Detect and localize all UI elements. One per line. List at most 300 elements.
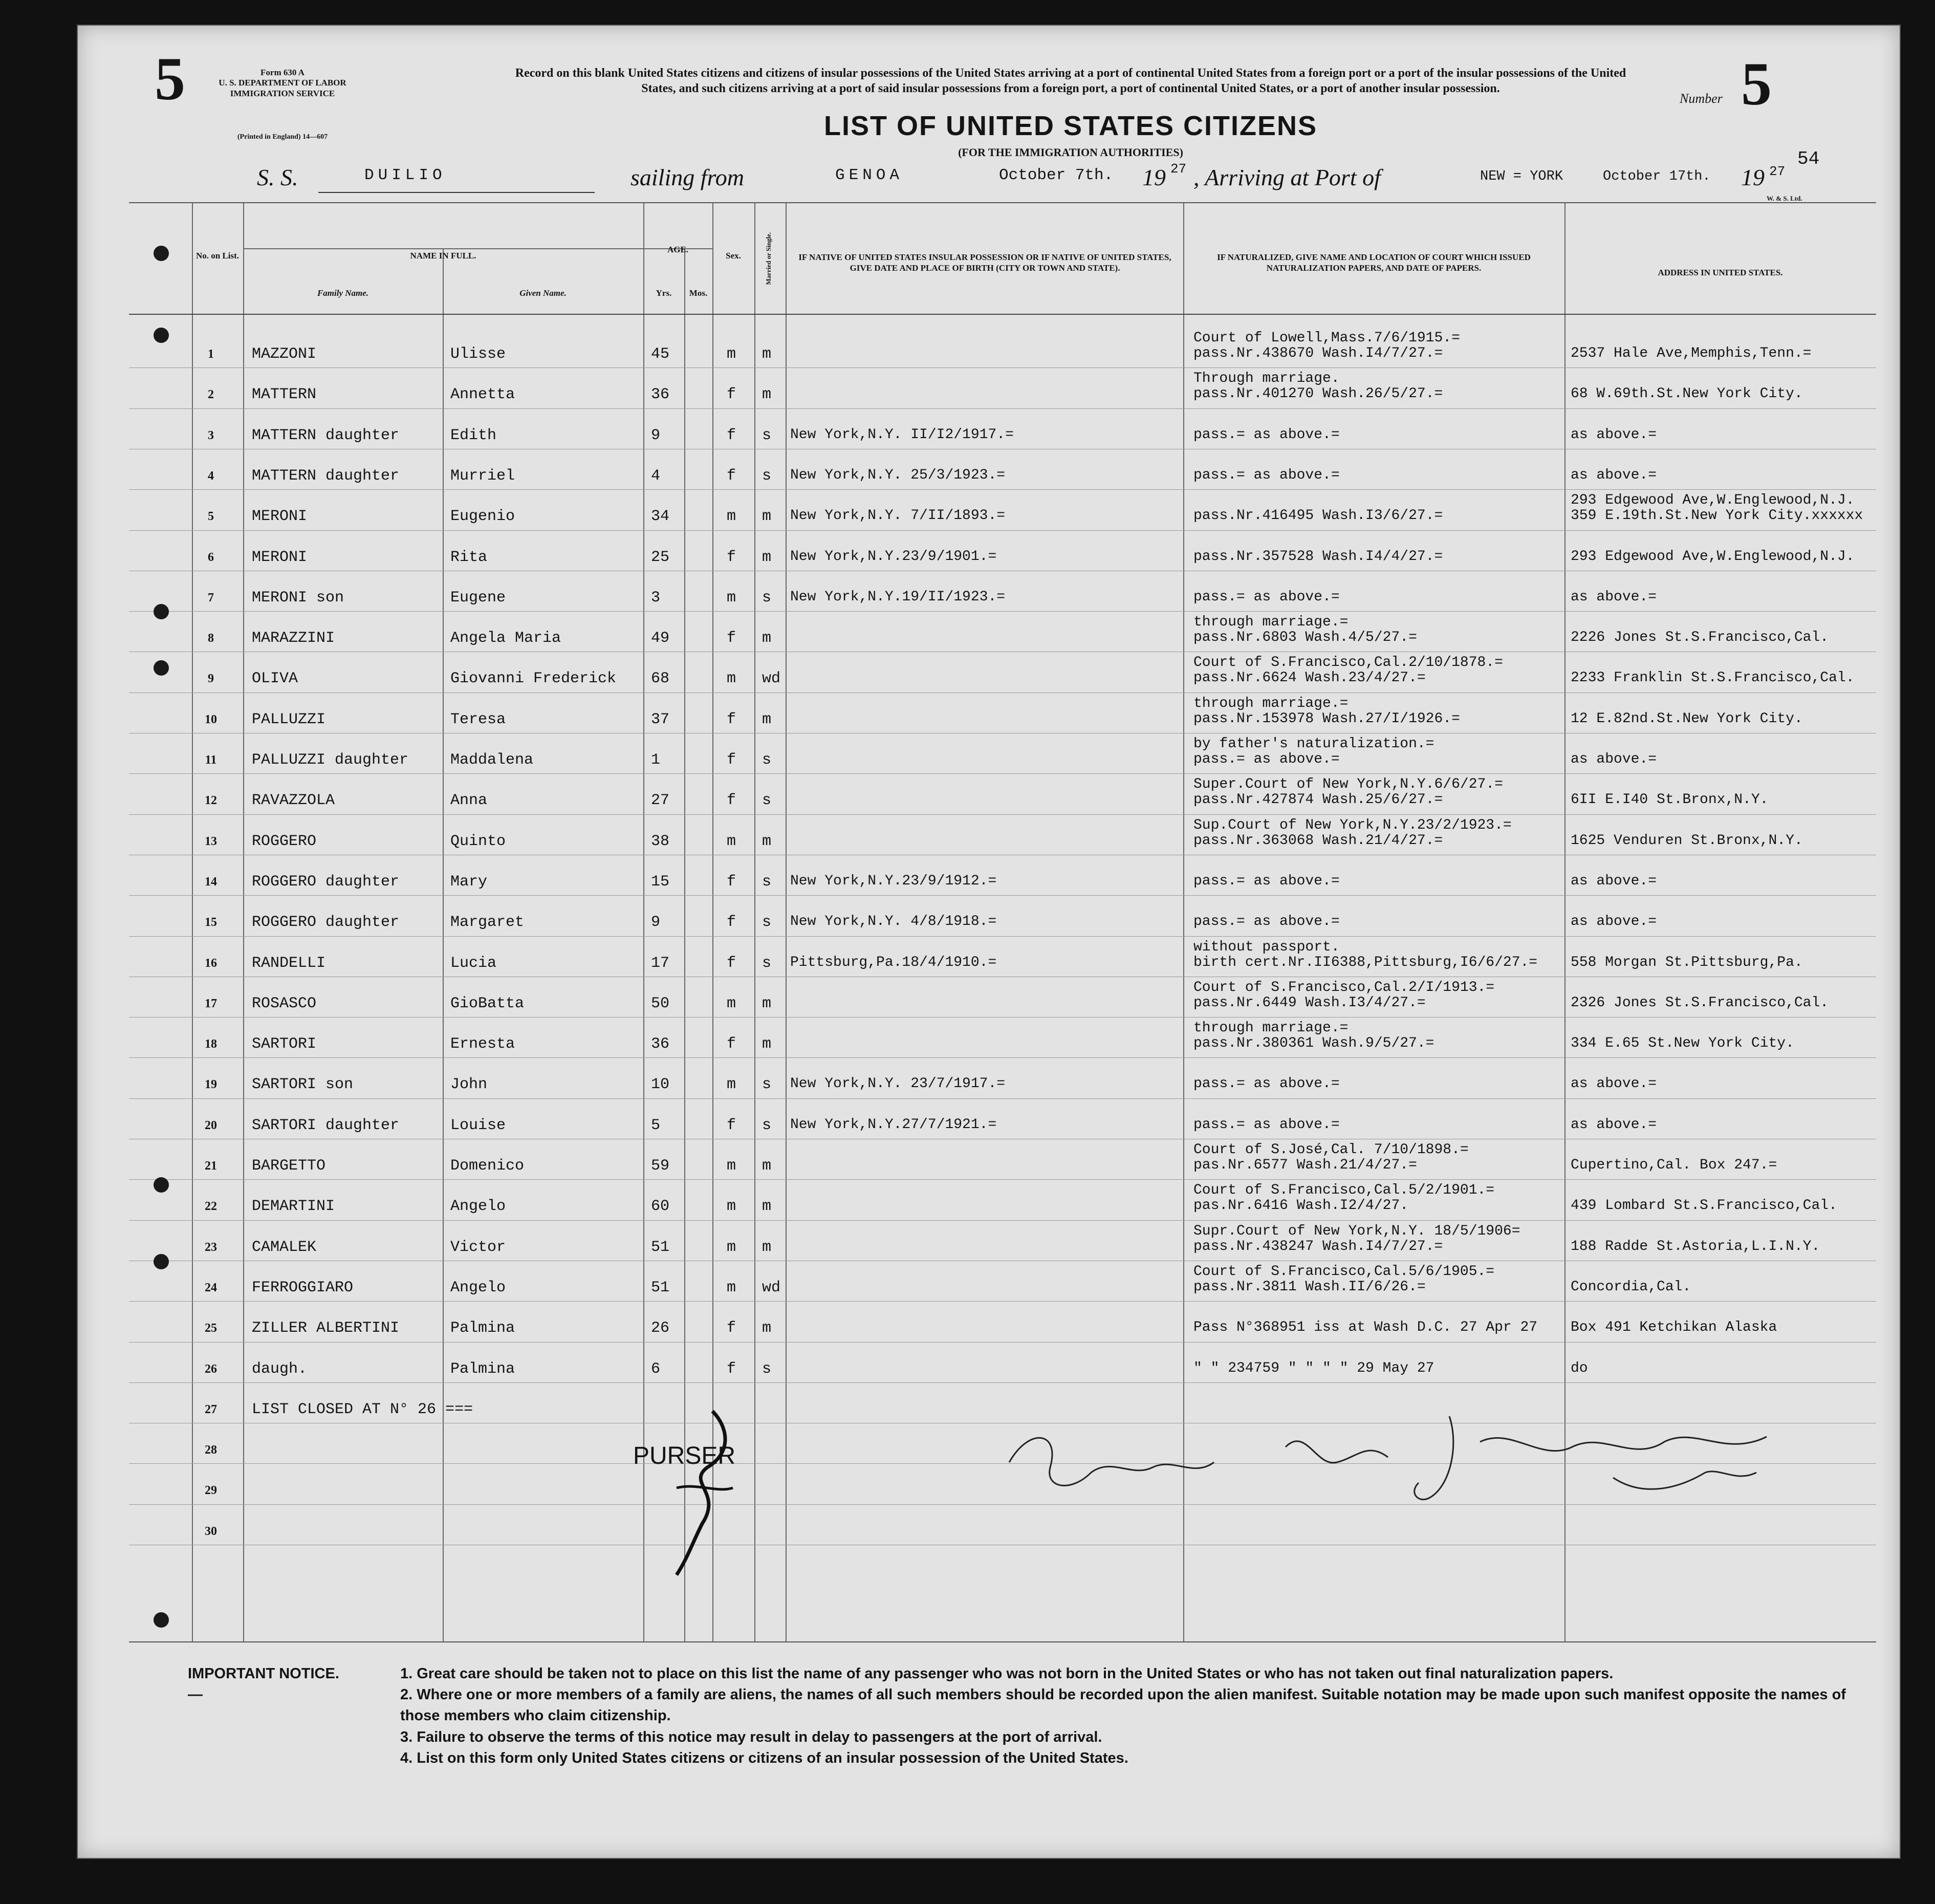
col-divider [243, 203, 244, 1641]
address-cell: 334 E.65 St.New York City. [1571, 1035, 1794, 1052]
header-divider [243, 248, 712, 249]
row-number: 4 [208, 469, 214, 483]
given-name-cell: Annetta [450, 386, 515, 404]
year-prefix-2: 19 [1741, 164, 1765, 190]
address-cell: as above.= [1571, 914, 1657, 930]
punch-hole [154, 1254, 169, 1269]
age-cell: 36 [651, 386, 670, 404]
address-cell: as above.= [1571, 873, 1657, 889]
row-rule [129, 1382, 1876, 1383]
family-name-cell: PALLUZZI daughter [252, 751, 409, 769]
number-label: Number [1680, 91, 1723, 106]
age-cell: 4 [651, 467, 661, 485]
row-number: 22 [205, 1200, 217, 1214]
given-name-cell: Edith [450, 426, 497, 444]
given-name-cell: Giovanni Frederick [450, 670, 617, 688]
naturalization-court-cell: through marriage.= [1193, 1020, 1349, 1036]
marital-cell: wd [762, 670, 781, 688]
row-rule [129, 1301, 1876, 1302]
family-name-cell: MERONI [252, 548, 308, 566]
col-mos: Mos. [689, 288, 708, 298]
naturalization-court-cell: Court of S.José,Cal. 7/10/1898.= [1193, 1142, 1469, 1158]
page-ref: 54 [1797, 148, 1820, 169]
sex-cell: m [727, 1076, 736, 1094]
col-naturalized: IF NATURALIZED, GIVE NAME AND LOCATION OF COURT WHICH ISSUED NATURALIZATION PAPERS, AND DATE OF PAPERS. [1217, 252, 1531, 273]
row-number: 8 [208, 632, 214, 645]
row-number: 11 [205, 753, 217, 767]
address-cell: as above.= [1571, 467, 1657, 483]
address-cell: 1625 Venduren St.Bronx,N.Y. [1571, 832, 1803, 849]
marital-cell: m [762, 630, 772, 647]
naturalization-pass-cell: pass.= as above.= [1193, 873, 1340, 889]
row-rule [129, 489, 1876, 490]
row-number: 2 [208, 388, 214, 402]
row-number: 3 [208, 428, 214, 442]
row-rule [129, 1342, 1876, 1343]
purser-signature [656, 1406, 769, 1580]
address-cell: 68 W.69th.St.New York City. [1571, 386, 1803, 402]
age-cell: 9 [651, 914, 661, 932]
naturalization-court-cell: without passport. [1193, 939, 1340, 955]
family-name-cell: MATTERN daughter [252, 467, 400, 485]
address-cell: Concordia,Cal. [1571, 1279, 1691, 1295]
naturalization-pass-cell: pass.= as above.= [1193, 751, 1340, 767]
marital-cell: s [762, 873, 772, 891]
marital-cell: m [762, 994, 772, 1012]
naturalization-pass-cell: " " 234759 " " " " 29 May 27 [1193, 1360, 1434, 1376]
naturalization-pass-cell: pass.Nr.6449 Wash.I3/4/27.= [1193, 994, 1426, 1011]
naturalization-pass-cell: pass.Nr.6803 Wash.4/5/27.= [1193, 630, 1417, 646]
naturalization-pass-cell: pass.Nr.380361 Wash.9/5/27.= [1193, 1035, 1434, 1052]
marital-cell: s [762, 792, 772, 810]
col-divider [643, 203, 644, 1641]
age-cell: 26 [651, 1319, 670, 1337]
family-name-cell: MARAZZINI [252, 630, 335, 647]
family-name-cell: LIST CLOSED AT N° 26 === [252, 1400, 473, 1418]
row-number: 20 [205, 1118, 217, 1132]
row-number: 27 [205, 1402, 217, 1416]
naturalization-pass-cell: Pass N°368951 iss at Wash D.C. 27 Apr 27 [1193, 1319, 1538, 1336]
row-rule [129, 814, 1876, 815]
row-number: 7 [208, 591, 214, 604]
given-name-cell: Angelo [450, 1198, 506, 1216]
address-cell: 2226 Jones St.S.Francisco,Cal. [1571, 630, 1829, 646]
row-number: 15 [205, 916, 217, 929]
age-cell: 6 [651, 1360, 661, 1378]
sex-cell: m [727, 1198, 736, 1216]
printer-mark: W. & S. Ltd. [1767, 194, 1802, 202]
marital-cell: m [762, 1035, 772, 1053]
row-rule [129, 1179, 1876, 1180]
row-number: 19 [205, 1078, 217, 1092]
age-cell: 25 [651, 548, 670, 566]
family-name-cell: SARTORI daughter [252, 1116, 400, 1134]
birthplace-cell: New York,N.Y.23/9/1901.= [790, 548, 997, 565]
age-cell: 45 [651, 345, 670, 363]
row-number: 6 [208, 550, 214, 564]
address-cell: 439 Lombard St.S.Francisco,Cal. [1571, 1198, 1837, 1214]
row-number: 29 [205, 1484, 217, 1498]
given-name-cell: Teresa [450, 710, 506, 728]
naturalization-pass-cell: pass.Nr.3811 Wash.II/6/26.= [1193, 1279, 1426, 1295]
address-cell: Cupertino,Cal. Box 247.= [1571, 1157, 1777, 1173]
family-name-cell: MATTERN daughter [252, 426, 400, 444]
naturalization-pass-cell: pass.Nr.416495 Wash.I3/6/27.= [1193, 508, 1443, 524]
given-name-cell: Palmina [450, 1360, 515, 1378]
marital-cell: s [762, 751, 772, 769]
naturalization-court-cell: Court of S.Francisco,Cal.5/6/1905.= [1193, 1263, 1495, 1280]
marital-cell: m [762, 386, 772, 404]
naturalization-pass-cell: pass.Nr.427874 Wash.25/6/27.= [1193, 792, 1443, 808]
age-cell: 3 [651, 589, 661, 607]
row-rule [129, 895, 1876, 896]
sex-cell: f [727, 426, 736, 444]
row-rule [129, 1098, 1876, 1099]
family-name-cell: OLIVA [252, 670, 298, 688]
col-name-in-full: NAME IN FULL. [410, 251, 476, 261]
age-cell: 68 [651, 670, 670, 688]
age-cell: 9 [651, 426, 661, 444]
marital-cell: m [762, 508, 772, 526]
given-name-cell: Palmina [450, 1319, 515, 1337]
row-number: 10 [205, 712, 217, 726]
naturalization-pass-cell: pass.= as above.= [1193, 914, 1340, 930]
family-name-cell: RANDELLI [252, 954, 326, 972]
address-line-1-cell: 293 Edgewood Ave,W.Englewood,N.J. [1571, 492, 1855, 509]
age-cell: 5 [651, 1116, 661, 1134]
sex-cell: m [727, 670, 736, 688]
row-number: 24 [205, 1281, 217, 1294]
naturalization-pass-cell: pass.= as above.= [1193, 467, 1340, 483]
year-suffix-2: 27 [1769, 164, 1786, 179]
row-number: 9 [208, 672, 214, 686]
sex-cell: m [727, 1157, 736, 1175]
punch-hole [154, 1177, 169, 1193]
ss-label: S. S. [257, 164, 298, 190]
naturalization-pass-cell: pass.= as above.= [1193, 1116, 1340, 1133]
page-subtitle: (FOR THE IMMIGRATION AUTHORITIES) [958, 146, 1183, 159]
row-number: 28 [205, 1443, 217, 1457]
naturalization-court-cell: Court of S.Francisco,Cal.2/10/1878.= [1193, 655, 1503, 671]
given-name-cell: Quinto [450, 832, 506, 850]
naturalization-court-cell: Court of S.Francisco,Cal.2/I/1913.= [1193, 979, 1495, 996]
sex-cell: f [727, 914, 736, 932]
given-name-cell: Louise [450, 1116, 506, 1134]
address-cell: 359 E.19th.St.New York City.xxxxxx [1571, 508, 1863, 524]
birthplace-cell: New York,N.Y.19/II/1923.= [790, 589, 1006, 605]
birthplace-cell: New York,N.Y. 25/3/1923.= [790, 467, 1006, 483]
given-name-cell: GioBatta [450, 994, 525, 1012]
col-address: ADDRESS IN UNITED STATES. [1658, 268, 1783, 277]
printed-note: (Printed in England) 14—607 [237, 133, 328, 141]
address-cell: 6II E.I40 St.Bronx,N.Y. [1571, 792, 1769, 808]
service-text: IMMIGRATION SERVICE [230, 88, 335, 98]
naturalization-court-cell: Court of S.Francisco,Cal.5/2/1901.= [1193, 1182, 1495, 1199]
marital-cell: m [762, 1198, 772, 1216]
marital-cell: s [762, 1360, 772, 1378]
col-yrs: Yrs. [656, 288, 672, 298]
address-cell: Box 491 Ketchikan Alaska [1571, 1319, 1777, 1336]
sex-cell: f [727, 1319, 736, 1337]
notice-item-1: 1. Great care should be taken not to place on this list the name of any passenger who was not born in the United States or who has not taken out final naturalization papers. [400, 1665, 1614, 1682]
naturalization-court-cell: Super.Court of New York,N.Y.6/6/27.= [1193, 776, 1503, 793]
marital-cell: m [762, 1157, 772, 1175]
naturalization-pass-cell: pass.Nr.153978 Wash.27/I/1926.= [1193, 710, 1460, 727]
col-given-name: Given Name. [519, 288, 567, 298]
marital-cell: m [762, 832, 772, 850]
given-name-cell: Mary [450, 873, 488, 891]
row-number: 30 [205, 1524, 217, 1538]
address-cell: 188 Radde St.Astoria,L.I.N.Y. [1571, 1238, 1820, 1254]
age-cell: 38 [651, 832, 670, 850]
row-rule [129, 530, 1876, 531]
family-name-cell: BARGETTO [252, 1157, 326, 1175]
notice-heading: IMPORTANT NOTICE.— [188, 1665, 339, 1703]
date-to: October 17th. [1603, 169, 1711, 184]
header-bottom [129, 314, 1876, 315]
address-cell: 2537 Hale Ave,Memphis,Tenn.= [1571, 345, 1812, 361]
page-title: LIST OF UNITED STATES CITIZENS [824, 111, 1317, 141]
family-name-cell: PALLUZZI [252, 710, 326, 728]
arriving-label: , Arriving at Port of [1193, 164, 1381, 190]
given-name-cell: Eugenio [450, 508, 515, 526]
given-name-cell: Margaret [450, 914, 525, 932]
sex-cell: f [727, 1116, 736, 1134]
marital-cell: s [762, 954, 772, 972]
given-name-cell: Murriel [450, 467, 515, 485]
marital-cell: s [762, 589, 772, 607]
row-rule [129, 1057, 1876, 1058]
age-cell: 34 [651, 508, 670, 526]
col-no: No. on List. [195, 251, 240, 261]
row-number: 23 [205, 1240, 217, 1254]
age-cell: 36 [651, 1035, 670, 1053]
age-cell: 17 [651, 954, 670, 972]
sex-cell: f [727, 710, 736, 728]
punch-hole [154, 246, 169, 261]
row-rule [129, 1017, 1876, 1018]
row-number: 14 [205, 875, 217, 889]
naturalization-court-cell: Supr.Court of New York,N.Y. 18/5/1906= [1193, 1223, 1520, 1239]
row-number: 12 [205, 794, 217, 808]
family-name-cell: FERROGGIARO [252, 1279, 354, 1296]
address-cell: as above.= [1571, 589, 1657, 605]
notice-item-3: 3. Failure to observe the terms of this notice may result in delay to passengers at the port of arrival. [400, 1728, 1102, 1745]
naturalization-pass-cell: pass.Nr.438670 Wash.I4/7/27.= [1193, 345, 1443, 361]
given-name-cell: Lucia [450, 954, 497, 972]
sex-cell: f [727, 792, 736, 810]
punch-hole [154, 328, 169, 343]
row-rule [129, 408, 1876, 409]
age-cell: 50 [651, 994, 670, 1012]
address-cell: 293 Edgewood Ave,W.Englewood,N.J. [1571, 548, 1855, 565]
naturalization-court-cell: through marriage.= [1193, 614, 1349, 631]
family-name-cell: MERONI [252, 508, 308, 526]
notice-item-2: 2. Where one or more members of a family are aliens, the names of all such members should be recorded upon the alien manifest. Suitable notation may be made upon such manifest opposite the names of those members who claim citizenship. [400, 1686, 1846, 1724]
form-id [206, 68, 359, 99]
naturalization-court-cell: Through marriage. [1193, 371, 1340, 387]
naturalization-pass-cell: pass.Nr.357528 Wash.I4/4/27.= [1193, 548, 1443, 565]
col-family-name: Family Name. [317, 288, 369, 298]
col-age: AGE. [667, 245, 689, 254]
marital-cell: m [762, 710, 772, 728]
family-name-cell: ROGGERO daughter [252, 873, 400, 891]
sex-cell: f [727, 467, 736, 485]
age-cell: 51 [651, 1238, 670, 1256]
address-cell: as above.= [1571, 1076, 1657, 1092]
family-name-cell: MAZZONI [252, 345, 317, 363]
sex-cell: m [727, 589, 736, 607]
row-number: 18 [205, 1037, 217, 1051]
sex-cell: f [727, 873, 736, 891]
naturalization-pass-cell: pass.= as above.= [1193, 1076, 1340, 1092]
naturalization-pass-cell: pass.= as above.= [1193, 589, 1340, 605]
sex-cell: f [727, 386, 736, 404]
sex-cell: f [727, 630, 736, 647]
sex-cell: m [727, 1279, 736, 1296]
row-number: 25 [205, 1322, 217, 1335]
given-name-cell: Ulisse [450, 345, 506, 363]
given-name-cell: Rita [450, 548, 488, 566]
age-cell: 10 [651, 1076, 670, 1094]
col-married-single: Married or Single. [764, 232, 772, 285]
sailing-label: sailing from [630, 164, 744, 190]
sheet-number-left: 5 [155, 45, 185, 113]
family-name-cell: RAVAZZOLA [252, 792, 335, 810]
marital-cell: s [762, 467, 772, 485]
row-rule [129, 367, 1876, 368]
given-name-cell: Angela Maria [450, 630, 561, 647]
purser-stamp: PURSER [633, 1442, 736, 1469]
birthplace-cell: New York,N.Y. 7/II/1893.= [790, 508, 1006, 524]
sex-cell: m [727, 345, 736, 363]
given-name-cell: John [450, 1076, 488, 1094]
year-prefix-1: 19 [1142, 164, 1166, 190]
sex-cell: f [727, 1035, 736, 1053]
address-cell: 558 Morgan St.Pittsburg,Pa. [1571, 954, 1803, 970]
address-cell: as above.= [1571, 1116, 1657, 1133]
naturalization-pass-cell: pas.Nr.6577 Wash.21/4/27.= [1193, 1157, 1417, 1173]
family-name-cell: ROSASCO [252, 994, 317, 1012]
sex-cell: m [727, 994, 736, 1012]
sex-cell: m [727, 1238, 736, 1256]
row-number: 17 [205, 997, 217, 1010]
naturalization-pass-cell: pass.Nr.438247 Wash.I4/7/27.= [1193, 1238, 1443, 1254]
naturalization-court-cell: Sup.Court of New York,N.Y.23/2/1923.= [1193, 817, 1512, 833]
given-name-cell: Domenico [450, 1157, 525, 1175]
age-cell: 60 [651, 1198, 670, 1216]
given-name-cell: Maddalena [450, 751, 534, 769]
family-name-cell: DEMARTINI [252, 1198, 335, 1216]
naturalization-pass-cell: pass.Nr.401270 Wash.26/5/27.= [1193, 386, 1443, 402]
sex-cell: f [727, 954, 736, 972]
family-name-cell: ROGGERO daughter [252, 914, 400, 932]
col-divider [786, 203, 787, 1641]
marital-cell: wd [762, 1279, 781, 1296]
manifest-sheet [77, 25, 1901, 1859]
marital-cell: m [762, 345, 772, 363]
age-cell: 15 [651, 873, 670, 891]
notice-item-4: 4. List on this form only United States citizens or citizens of an insular possession of the United States. [400, 1749, 1128, 1766]
address-cell: do [1571, 1360, 1588, 1376]
row-number: 26 [205, 1362, 217, 1376]
given-name-cell: Anna [450, 792, 488, 810]
row-rule [129, 1220, 1876, 1221]
family-name-cell: daugh. [252, 1360, 308, 1378]
birthplace-cell: New York,N.Y. 23/7/1917.= [790, 1076, 1006, 1092]
birthplace-cell: New York,N.Y. II/I2/1917.= [790, 426, 1014, 443]
row-number: 21 [205, 1159, 217, 1173]
naturalization-court-cell: through marriage.= [1193, 695, 1349, 711]
family-name-cell: CAMALEK [252, 1238, 317, 1256]
given-name-cell: Eugene [450, 589, 506, 607]
family-name-cell: MATTERN [252, 386, 317, 404]
birthplace-cell: New York,N.Y. 4/8/1918.= [790, 914, 997, 930]
naturalization-pass-cell: pas.Nr.6416 Wash.I2/4/27. [1193, 1198, 1409, 1214]
birthplace-cell: Pittsburg,Pa.18/4/1910.= [790, 954, 997, 970]
port-from: GENOA [835, 166, 904, 184]
sex-cell: m [727, 832, 736, 850]
age-cell: 59 [651, 1157, 670, 1175]
punch-hole [154, 660, 169, 676]
birthplace-cell: New York,N.Y.27/7/1921.= [790, 1116, 997, 1133]
row-number: 1 [208, 348, 214, 361]
marital-cell: s [762, 426, 772, 444]
sex-cell: m [727, 508, 736, 526]
date-from: October 7th. [999, 166, 1114, 184]
naturalization-court-cell: by father's naturalization.= [1193, 736, 1434, 752]
age-cell: 37 [651, 710, 670, 728]
family-name-cell: SARTORI son [252, 1076, 354, 1094]
sex-cell: f [727, 548, 736, 566]
inspector-signature [999, 1386, 1869, 1519]
given-name-cell: Ernesta [450, 1035, 515, 1053]
birthplace-cell: New York,N.Y.23/9/1912.= [790, 873, 997, 889]
given-name-cell: Victor [450, 1238, 506, 1256]
row-rule [129, 773, 1876, 774]
year-suffix-1: 27 [1170, 161, 1187, 177]
notice-list [400, 1663, 1859, 1769]
naturalization-pass-cell: pass.Nr.6624 Wash.23/4/27.= [1193, 670, 1426, 686]
age-cell: 51 [651, 1279, 670, 1296]
marital-cell: m [762, 548, 772, 566]
age-cell: 1 [651, 751, 661, 769]
address-cell: 2233 Franklin St.S.Francisco,Cal. [1571, 670, 1855, 686]
naturalization-court-cell: Court of Lowell,Mass.7/6/1915.= [1193, 330, 1460, 346]
form-id-text: Form 630 A [260, 68, 305, 77]
sex-cell: f [727, 751, 736, 769]
address-cell: as above.= [1571, 751, 1657, 767]
row-rule [129, 611, 1876, 612]
department-text: U. S. DEPARTMENT OF LABOR [219, 78, 346, 88]
sex-cell: f [727, 1360, 736, 1378]
given-name-cell: Angelo [450, 1279, 506, 1296]
row-number: 13 [205, 834, 217, 848]
address-cell: as above.= [1571, 426, 1657, 443]
address-cell: 12 E.82nd.St.New York City. [1571, 710, 1803, 727]
naturalization-pass-cell: pass.= as above.= [1193, 426, 1340, 443]
row-rule [129, 936, 1876, 937]
age-cell: 49 [651, 630, 670, 647]
marital-cell: s [762, 914, 772, 932]
family-name-cell: ROGGERO [252, 832, 317, 850]
family-name-cell: MERONI son [252, 589, 344, 607]
age-cell: 27 [651, 792, 670, 810]
row-number: 5 [208, 510, 214, 524]
row-number: 16 [205, 956, 217, 970]
marital-cell: s [762, 1076, 772, 1094]
address-cell: 2326 Jones St.S.Francisco,Cal. [1571, 994, 1829, 1011]
